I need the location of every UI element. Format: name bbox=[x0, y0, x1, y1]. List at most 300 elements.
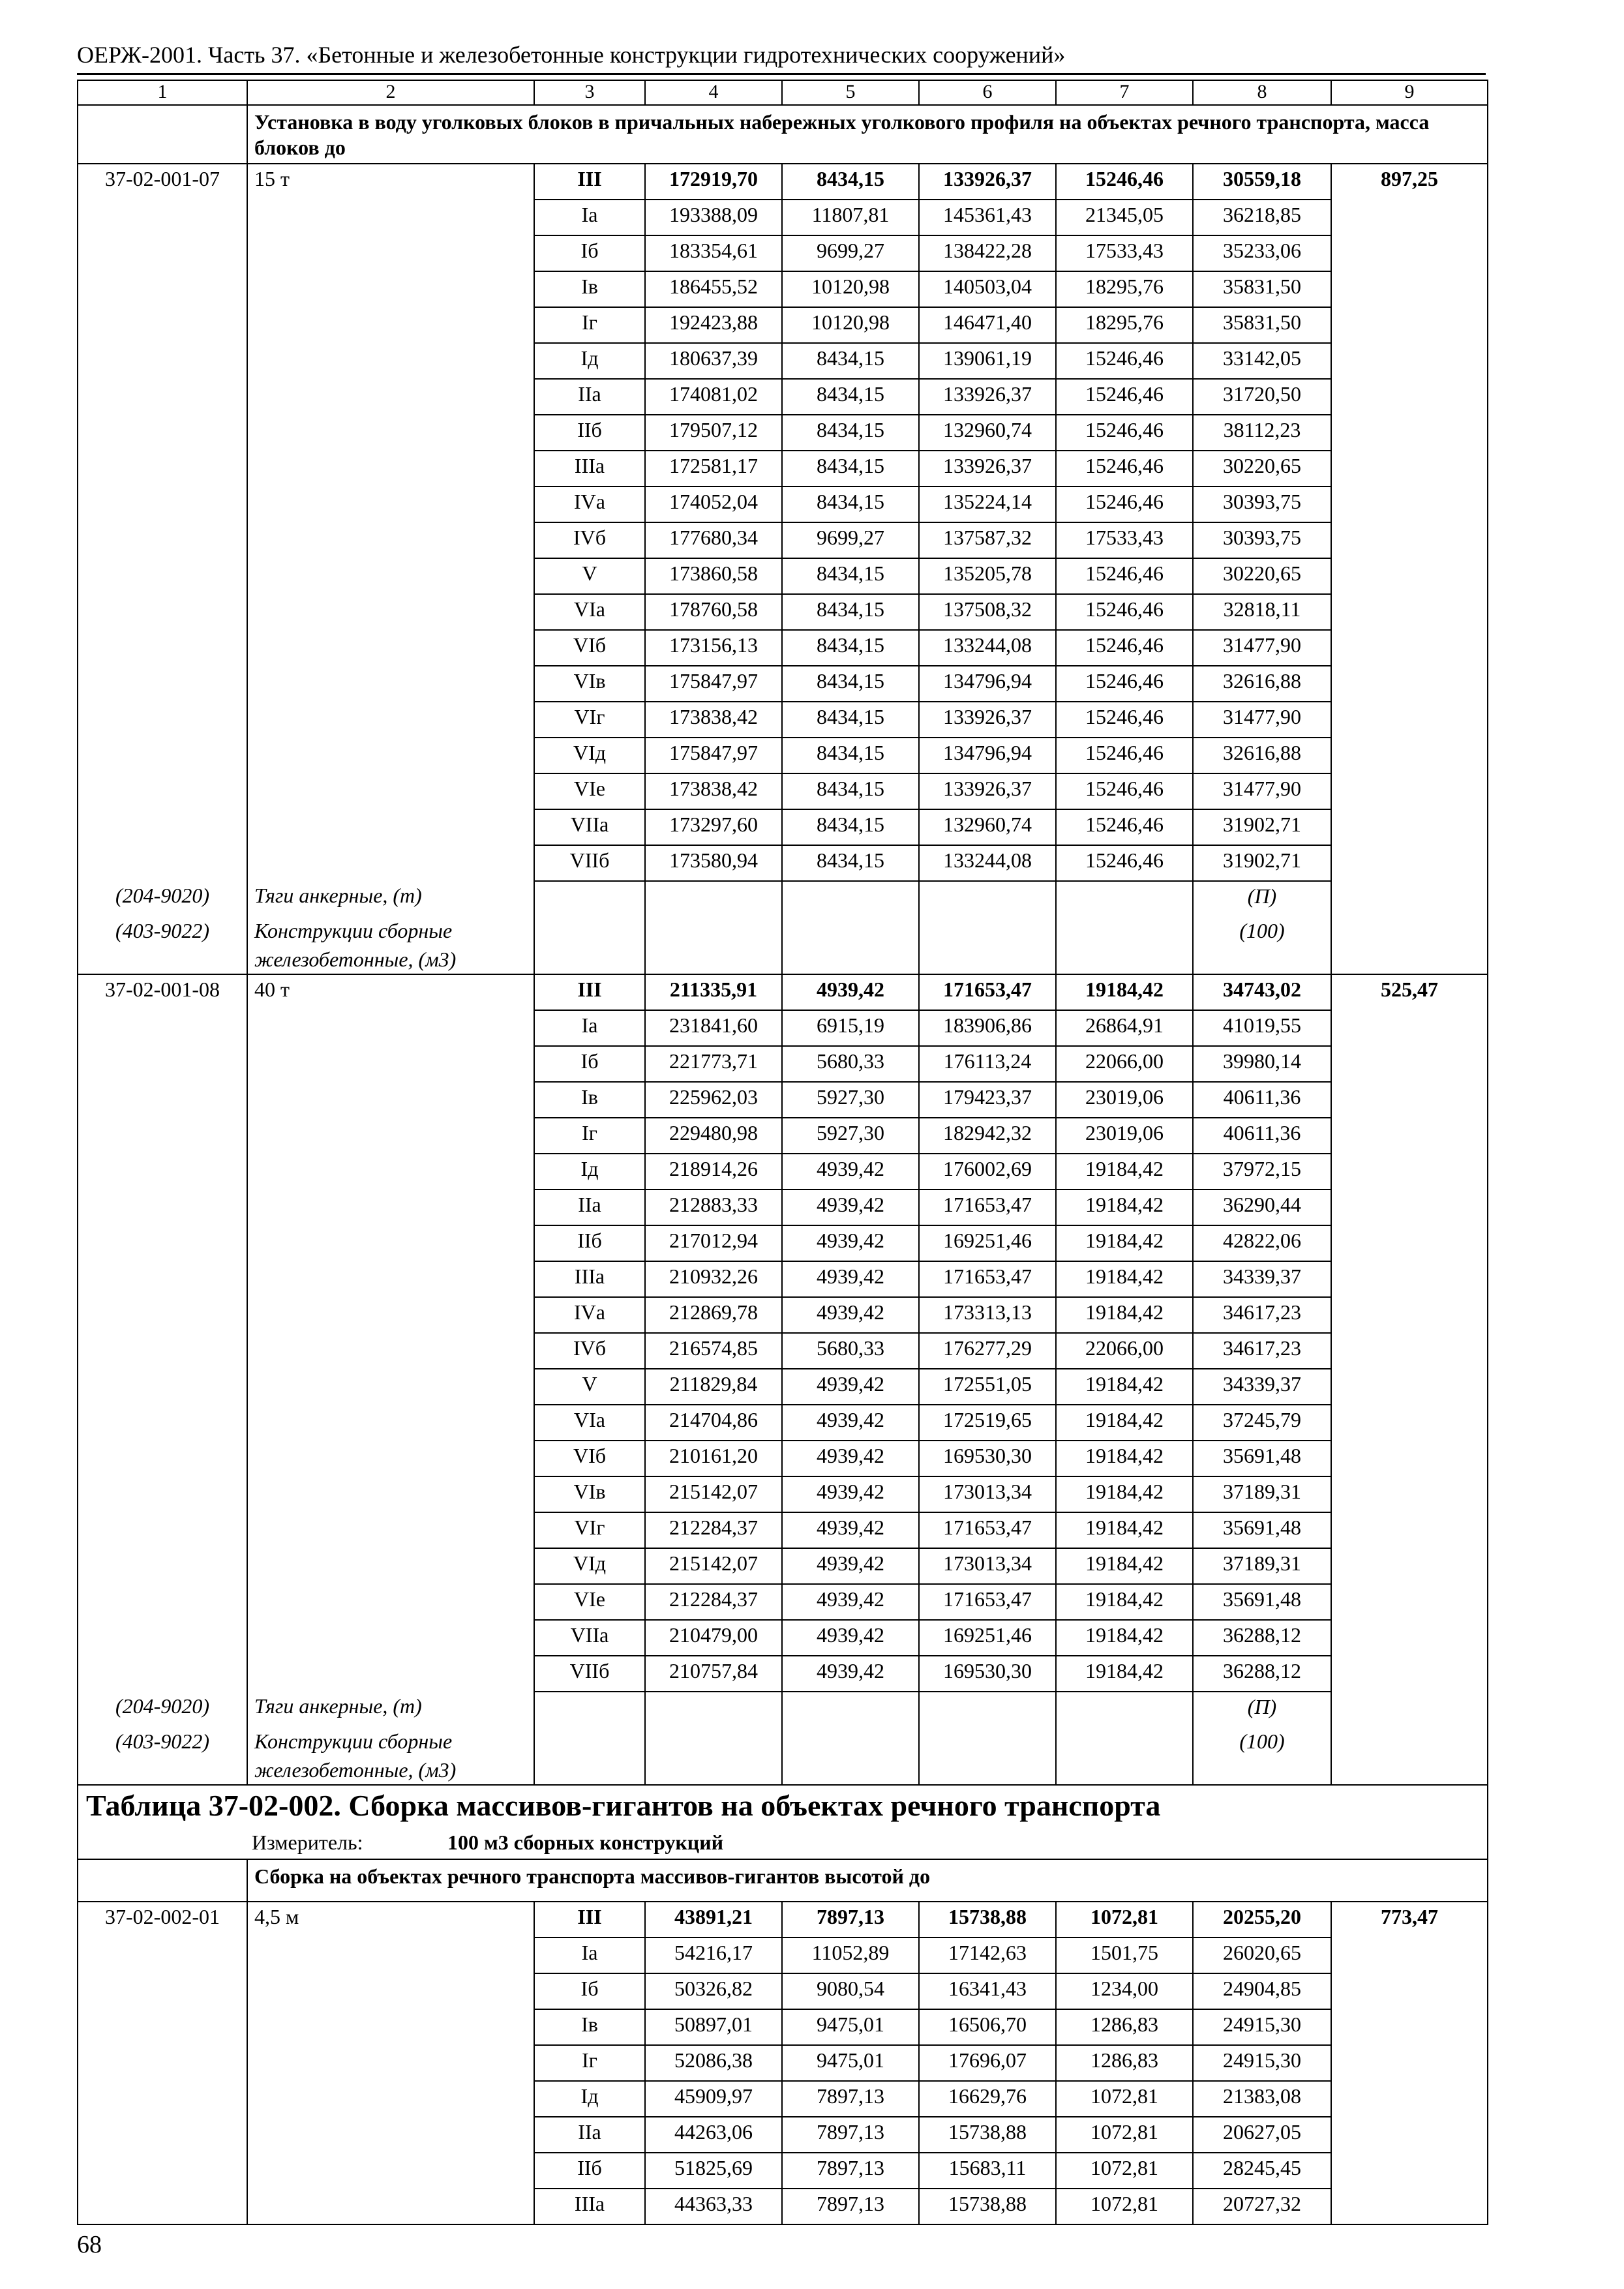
resource-empty bbox=[645, 916, 782, 974]
rate-value: IIб bbox=[534, 415, 645, 451]
rate-row bbox=[78, 2189, 1488, 2224]
labor-value bbox=[1331, 379, 1488, 415]
rate-row bbox=[78, 235, 1488, 271]
rate-value: 7897,13 bbox=[782, 2081, 919, 2117]
rate-value: 22066,00 bbox=[1056, 1333, 1193, 1369]
labor-value bbox=[1331, 1548, 1488, 1584]
rate-value: 1234,00 bbox=[1056, 1973, 1193, 2009]
rate-value: 26864,91 bbox=[1056, 1010, 1193, 1046]
rate-value: 4939,42 bbox=[782, 974, 919, 1010]
labor-value bbox=[1331, 1584, 1488, 1620]
rate-value: 30559,18 bbox=[1193, 164, 1331, 200]
rate-row bbox=[78, 1046, 1488, 1082]
rate-value: 174081,02 bbox=[645, 379, 782, 415]
rate-value: 34617,23 bbox=[1193, 1297, 1331, 1333]
rate-value: 8434,15 bbox=[782, 630, 919, 666]
rate-value: 7897,13 bbox=[782, 1902, 919, 1937]
rate-code-empty bbox=[78, 200, 247, 235]
rate-value: 40611,36 bbox=[1193, 1082, 1331, 1118]
rate-code-empty bbox=[78, 1584, 247, 1620]
rate-value: 8434,15 bbox=[782, 343, 919, 379]
rate-value: 21383,08 bbox=[1193, 2081, 1331, 2117]
rate-value: Iг bbox=[534, 307, 645, 343]
rate-value: 31902,71 bbox=[1193, 845, 1331, 881]
rate-value: 51825,69 bbox=[645, 2153, 782, 2189]
rate-value: 176277,29 bbox=[919, 1333, 1056, 1369]
resource-name: Конструкции сборные железобетонные, (м3) bbox=[247, 916, 534, 974]
rate-value: 19184,42 bbox=[1056, 1620, 1193, 1656]
resource-row bbox=[78, 1692, 1488, 1727]
rate-value: 35691,48 bbox=[1193, 1512, 1331, 1548]
labor-value bbox=[1331, 307, 1488, 343]
rate-value: 212284,37 bbox=[645, 1512, 782, 1548]
rate-row bbox=[78, 200, 1488, 235]
rate-value: 11052,89 bbox=[782, 1937, 919, 1973]
labor-value bbox=[1331, 630, 1488, 666]
rate-code-empty bbox=[78, 415, 247, 451]
rate-name-empty bbox=[247, 773, 534, 809]
rate-value: 16341,43 bbox=[919, 1973, 1056, 2009]
rate-row bbox=[78, 343, 1488, 379]
rate-value: 133926,37 bbox=[919, 164, 1056, 200]
resource-empty bbox=[782, 881, 919, 916]
rate-value: 30393,75 bbox=[1193, 522, 1331, 558]
rate-value: 20627,05 bbox=[1193, 2117, 1331, 2153]
rate-value: 193388,09 bbox=[645, 200, 782, 235]
rate-value: 192423,88 bbox=[645, 307, 782, 343]
rate-value: 231841,60 bbox=[645, 1010, 782, 1046]
rate-value: 212883,33 bbox=[645, 1189, 782, 1225]
rate-code-empty bbox=[78, 522, 247, 558]
rate-code-empty bbox=[78, 2081, 247, 2117]
rate-value: 174052,04 bbox=[645, 486, 782, 522]
rate-value: 36288,12 bbox=[1193, 1656, 1331, 1692]
price-table-body bbox=[78, 80, 1488, 2224]
rate-value: Iв bbox=[534, 1082, 645, 1118]
rate-value: 19184,42 bbox=[1056, 974, 1193, 1010]
labor-value bbox=[1331, 1225, 1488, 1261]
rate-value: 41019,55 bbox=[1193, 1010, 1331, 1046]
rate-row bbox=[78, 486, 1488, 522]
labor-value bbox=[1331, 271, 1488, 307]
rate-value: 172519,65 bbox=[919, 1405, 1056, 1441]
rate-value: 7897,13 bbox=[782, 2153, 919, 2189]
rate-code-empty bbox=[78, 630, 247, 666]
rate-name-empty bbox=[247, 486, 534, 522]
rate-code-empty bbox=[78, 1333, 247, 1369]
resource-code: (403-9022) bbox=[78, 916, 247, 974]
rate-value: 52086,38 bbox=[645, 2045, 782, 2081]
rate-code-empty bbox=[78, 666, 247, 702]
rate-name: 40 т bbox=[247, 974, 534, 1010]
rate-value: 22066,00 bbox=[1056, 1046, 1193, 1082]
resource-empty bbox=[1331, 1727, 1488, 1785]
rate-code-empty bbox=[78, 558, 247, 594]
rate-value: 1286,83 bbox=[1056, 2009, 1193, 2045]
rate-value: 19184,42 bbox=[1056, 1405, 1193, 1441]
resource-value: (100) bbox=[1193, 1727, 1331, 1785]
rate-value: 17533,43 bbox=[1056, 522, 1193, 558]
rate-value: 26020,65 bbox=[1193, 1937, 1331, 1973]
rate-value: 1072,81 bbox=[1056, 2153, 1193, 2189]
rate-row bbox=[78, 1118, 1488, 1154]
rate-value: III bbox=[534, 974, 645, 1010]
rate-value: 34339,37 bbox=[1193, 1369, 1331, 1405]
rate-row bbox=[78, 1620, 1488, 1656]
rate-value: 54216,17 bbox=[645, 1937, 782, 1973]
rate-value: 8434,15 bbox=[782, 666, 919, 702]
rate-row bbox=[78, 2081, 1488, 2117]
rate-value: 15246,46 bbox=[1056, 702, 1193, 738]
rate-value: 8434,15 bbox=[782, 379, 919, 415]
rate-value: 19184,42 bbox=[1056, 1512, 1193, 1548]
rate-value: 135205,78 bbox=[919, 558, 1056, 594]
resource-empty bbox=[1056, 881, 1193, 916]
rate-value: V bbox=[534, 558, 645, 594]
rate-value: 137587,32 bbox=[919, 522, 1056, 558]
labor-value bbox=[1331, 1441, 1488, 1476]
rate-value: VIб bbox=[534, 630, 645, 666]
labor-value bbox=[1331, 522, 1488, 558]
rate-value: 221773,71 bbox=[645, 1046, 782, 1082]
rate-code-empty bbox=[78, 1548, 247, 1584]
column-number-row bbox=[78, 80, 1488, 105]
rate-value: 23019,06 bbox=[1056, 1118, 1193, 1154]
rate-value: 42822,06 bbox=[1193, 1225, 1331, 1261]
rate-value: VIв bbox=[534, 666, 645, 702]
rate-name-empty bbox=[247, 1333, 534, 1369]
labor-value bbox=[1331, 2117, 1488, 2153]
measure-row bbox=[78, 1829, 1488, 1859]
rate-value: 31477,90 bbox=[1193, 773, 1331, 809]
rate-value: IIа bbox=[534, 1189, 645, 1225]
rate-value: 35831,50 bbox=[1193, 307, 1331, 343]
rate-row bbox=[78, 2153, 1488, 2189]
rate-value: 10120,98 bbox=[782, 271, 919, 307]
rate-value: 229480,98 bbox=[645, 1118, 782, 1154]
rate-value: 133244,08 bbox=[919, 630, 1056, 666]
rate-row bbox=[78, 271, 1488, 307]
rate-value: 19184,42 bbox=[1056, 1656, 1193, 1692]
rate-value: 173156,13 bbox=[645, 630, 782, 666]
rate-code-empty bbox=[78, 773, 247, 809]
rate-row bbox=[78, 666, 1488, 702]
rate-value: IIIа bbox=[534, 1261, 645, 1297]
rate-value: Iв bbox=[534, 271, 645, 307]
rate-value: 4939,42 bbox=[782, 1189, 919, 1225]
rate-name-empty bbox=[247, 1261, 534, 1297]
rate-value: 9699,27 bbox=[782, 522, 919, 558]
rate-name-empty bbox=[247, 271, 534, 307]
rate-value: 19184,42 bbox=[1056, 1369, 1193, 1405]
rate-code: 37-02-002-01 bbox=[78, 1902, 247, 1937]
rate-code-empty bbox=[78, 1476, 247, 1512]
rate-value: 211829,84 bbox=[645, 1369, 782, 1405]
resource-empty bbox=[1056, 1727, 1193, 1785]
rate-value: 7897,13 bbox=[782, 2189, 919, 2224]
rate-value: 32616,88 bbox=[1193, 666, 1331, 702]
table-title-row bbox=[78, 1785, 1488, 1829]
measure-value: 100 м3 сборных конструкций bbox=[447, 1831, 724, 1854]
labor-value bbox=[1331, 666, 1488, 702]
rate-value: 138422,28 bbox=[919, 235, 1056, 271]
rate-row bbox=[78, 1082, 1488, 1118]
rate-value: 4939,42 bbox=[782, 1154, 919, 1189]
rate-value: 175847,97 bbox=[645, 666, 782, 702]
rate-value: 37189,31 bbox=[1193, 1548, 1331, 1584]
rate-value: 23019,06 bbox=[1056, 1082, 1193, 1118]
rate-value: 15246,46 bbox=[1056, 845, 1193, 881]
rate-code-empty bbox=[78, 1297, 247, 1333]
rate-value: 15246,46 bbox=[1056, 415, 1193, 451]
rate-value: 212284,37 bbox=[645, 1584, 782, 1620]
resource-code: (204-9020) bbox=[78, 881, 247, 916]
rate-name-empty bbox=[247, 235, 534, 271]
rate-code-empty bbox=[78, 235, 247, 271]
rate-name-empty bbox=[247, 451, 534, 486]
rate-name-empty bbox=[247, 2009, 534, 2045]
rate-value: 179423,37 bbox=[919, 1082, 1056, 1118]
labor-value bbox=[1331, 1512, 1488, 1548]
rate-value: 132960,74 bbox=[919, 809, 1056, 845]
rate-value: 210161,20 bbox=[645, 1441, 782, 1476]
rate-value: Iд bbox=[534, 2081, 645, 2117]
rate-value: 31477,90 bbox=[1193, 630, 1331, 666]
labor-value bbox=[1331, 235, 1488, 271]
rate-value: 133926,37 bbox=[919, 702, 1056, 738]
rate-value: 30393,75 bbox=[1193, 486, 1331, 522]
rate-code-empty bbox=[78, 271, 247, 307]
rate-value: Iб bbox=[534, 1046, 645, 1082]
rate-value: 43891,21 bbox=[645, 1902, 782, 1937]
rate-value: VIе bbox=[534, 1584, 645, 1620]
labor-value bbox=[1331, 702, 1488, 738]
rate-row bbox=[78, 2009, 1488, 2045]
rate-name-empty bbox=[247, 1154, 534, 1189]
rate-value: 173013,34 bbox=[919, 1476, 1056, 1512]
rate-value: 169251,46 bbox=[919, 1620, 1056, 1656]
rate-row bbox=[78, 845, 1488, 881]
rate-value: Iв bbox=[534, 2009, 645, 2045]
rate-value: 19184,42 bbox=[1056, 1225, 1193, 1261]
rate-value: 4939,42 bbox=[782, 1620, 919, 1656]
rate-row bbox=[78, 558, 1488, 594]
rate-value: IVа bbox=[534, 486, 645, 522]
rate-name-empty bbox=[247, 845, 534, 881]
rate-value: 135224,14 bbox=[919, 486, 1056, 522]
rate-value: 140503,04 bbox=[919, 271, 1056, 307]
rate-value: 37245,79 bbox=[1193, 1405, 1331, 1441]
rate-value: 17696,07 bbox=[919, 2045, 1056, 2081]
resource-empty bbox=[534, 1727, 645, 1785]
rate-value: 9080,54 bbox=[782, 1973, 919, 2009]
rate-value: 15246,46 bbox=[1056, 451, 1193, 486]
rate-name-empty bbox=[247, 1082, 534, 1118]
rate-value: 8434,15 bbox=[782, 164, 919, 200]
rate-name-empty bbox=[247, 1046, 534, 1082]
rate-row bbox=[78, 164, 1488, 200]
rate-name-empty bbox=[247, 2045, 534, 2081]
rate-name-empty bbox=[247, 1973, 534, 2009]
rate-value: 133244,08 bbox=[919, 845, 1056, 881]
rate-name-empty bbox=[247, 1369, 534, 1405]
rate-value: 17142,63 bbox=[919, 1937, 1056, 1973]
rate-value: 8434,15 bbox=[782, 415, 919, 451]
rate-value: 169251,46 bbox=[919, 1225, 1056, 1261]
rate-value: 212869,78 bbox=[645, 1297, 782, 1333]
rate-value: 176113,24 bbox=[919, 1046, 1056, 1082]
rate-name-empty bbox=[247, 1225, 534, 1261]
rate-value: 36288,12 bbox=[1193, 1620, 1331, 1656]
rate-code-empty bbox=[78, 379, 247, 415]
rate-value: 19184,42 bbox=[1056, 1297, 1193, 1333]
rate-value: VIа bbox=[534, 1405, 645, 1441]
rate-value: 35691,48 bbox=[1193, 1584, 1331, 1620]
resource-empty bbox=[1331, 1692, 1488, 1727]
rate-value: 15246,46 bbox=[1056, 594, 1193, 630]
rate-value: IIб bbox=[534, 1225, 645, 1261]
resource-empty bbox=[782, 1692, 919, 1727]
rate-value: VIа bbox=[534, 594, 645, 630]
rate-value: 8434,15 bbox=[782, 486, 919, 522]
rate-value: 16629,76 bbox=[919, 2081, 1056, 2117]
rate-value: 171653,47 bbox=[919, 1261, 1056, 1297]
labor-value bbox=[1331, 1369, 1488, 1405]
rate-name-empty bbox=[247, 1584, 534, 1620]
rate-name-empty bbox=[247, 415, 534, 451]
resource-empty bbox=[919, 1692, 1056, 1727]
rate-value: 19184,42 bbox=[1056, 1441, 1193, 1476]
rate-value: 24915,30 bbox=[1193, 2009, 1331, 2045]
section-title: Установка в воду уголковых блоков в причальных набережных уголкового профиля на объектах речного транспорта, масса блоков до bbox=[247, 105, 1488, 164]
rate-value: 15246,46 bbox=[1056, 486, 1193, 522]
resource-name: Тяги анкерные, (т) bbox=[247, 881, 534, 916]
rate-value: V bbox=[534, 1369, 645, 1405]
rate-value: 44363,33 bbox=[645, 2189, 782, 2224]
labor-value bbox=[1331, 738, 1488, 773]
rate-value: 169530,30 bbox=[919, 1656, 1056, 1692]
resource-empty bbox=[1056, 1692, 1193, 1727]
rate-value: 173838,42 bbox=[645, 702, 782, 738]
rate-value: 1286,83 bbox=[1056, 2045, 1193, 2081]
rate-value: 15246,46 bbox=[1056, 164, 1193, 200]
rate-value: 20727,32 bbox=[1193, 2189, 1331, 2224]
rate-value: Iг bbox=[534, 1118, 645, 1154]
rate-name-empty bbox=[247, 2081, 534, 2117]
column-number: 8 bbox=[1193, 80, 1331, 105]
rate-value: 5680,33 bbox=[782, 1046, 919, 1082]
rate-row bbox=[78, 1261, 1488, 1297]
resource-empty bbox=[1056, 916, 1193, 974]
rate-value: 173860,58 bbox=[645, 558, 782, 594]
rate-value: 210932,26 bbox=[645, 1261, 782, 1297]
rate-value: 37189,31 bbox=[1193, 1476, 1331, 1512]
labor-value bbox=[1331, 200, 1488, 235]
labor-value bbox=[1331, 773, 1488, 809]
rate-value: Iа bbox=[534, 1937, 645, 1973]
resource-empty bbox=[534, 916, 645, 974]
rate-value: 30220,65 bbox=[1193, 451, 1331, 486]
rate-code-empty bbox=[78, 1973, 247, 2009]
rate-name-empty bbox=[247, 1297, 534, 1333]
rate-value: 183354,61 bbox=[645, 235, 782, 271]
rate-value: 15246,46 bbox=[1056, 809, 1193, 845]
rate-value: 8434,15 bbox=[782, 738, 919, 773]
rate-value: 20255,20 bbox=[1193, 1902, 1331, 1937]
rate-value: 34339,37 bbox=[1193, 1261, 1331, 1297]
rate-row bbox=[78, 415, 1488, 451]
rate-value: 172551,05 bbox=[919, 1369, 1056, 1405]
rate-row bbox=[78, 379, 1488, 415]
rate-value: 18295,76 bbox=[1056, 271, 1193, 307]
rate-value: IVб bbox=[534, 522, 645, 558]
rate-value: 16506,70 bbox=[919, 2009, 1056, 2045]
rate-value: 139061,19 bbox=[919, 343, 1056, 379]
rate-code-empty bbox=[78, 307, 247, 343]
rate-value: IIб bbox=[534, 2153, 645, 2189]
rate-name-empty bbox=[247, 809, 534, 845]
resource-empty bbox=[1331, 881, 1488, 916]
rate-value: 15246,46 bbox=[1056, 379, 1193, 415]
rate-row bbox=[78, 1656, 1488, 1692]
rate-value: 44263,06 bbox=[645, 2117, 782, 2153]
rate-name-empty bbox=[247, 200, 534, 235]
rate-row bbox=[78, 307, 1488, 343]
resource-value: (П) bbox=[1193, 881, 1331, 916]
rate-code-empty bbox=[78, 1620, 247, 1656]
rate-value: 211335,91 bbox=[645, 974, 782, 1010]
rate-code: 37-02-001-07 bbox=[78, 164, 247, 200]
measure-label: Измеритель: bbox=[252, 1831, 363, 1854]
rate-value: 1072,81 bbox=[1056, 2189, 1193, 2224]
rate-value: 9699,27 bbox=[782, 235, 919, 271]
rate-code-empty bbox=[78, 1369, 247, 1405]
labor-value bbox=[1331, 1937, 1488, 1973]
rate-row bbox=[78, 2117, 1488, 2153]
rate-value: 137508,32 bbox=[919, 594, 1056, 630]
rate-value: VIIб bbox=[534, 1656, 645, 1692]
table-title: Таблица 37-02-002. Сборка массивов-гигантов на объектах речного транспорта bbox=[78, 1785, 1488, 1829]
rate-value: 35233,06 bbox=[1193, 235, 1331, 271]
column-number: 9 bbox=[1331, 80, 1488, 105]
rate-name-empty bbox=[247, 1656, 534, 1692]
rate-value: 28245,45 bbox=[1193, 2153, 1331, 2189]
resource-empty bbox=[919, 881, 1056, 916]
rate-name-empty bbox=[247, 1512, 534, 1548]
rate-value: III bbox=[534, 1902, 645, 1937]
resource-name: Тяги анкерные, (т) bbox=[247, 1692, 534, 1727]
resource-empty bbox=[534, 1692, 645, 1727]
rate-value: 15683,11 bbox=[919, 2153, 1056, 2189]
rate-value: 4939,42 bbox=[782, 1512, 919, 1548]
rate-value: 8434,15 bbox=[782, 773, 919, 809]
rate-value: VIд bbox=[534, 738, 645, 773]
resource-code: (403-9022) bbox=[78, 1727, 247, 1785]
rate-name-empty bbox=[247, 307, 534, 343]
rate-value: 32616,88 bbox=[1193, 738, 1331, 773]
rate-value: 210757,84 bbox=[645, 1656, 782, 1692]
rate-code-empty bbox=[78, 1010, 247, 1046]
rate-value: 45909,97 bbox=[645, 2081, 782, 2117]
rate-value: 1072,81 bbox=[1056, 2117, 1193, 2153]
rate-value: 15246,46 bbox=[1056, 738, 1193, 773]
rate-value: Iа bbox=[534, 1010, 645, 1046]
rate-code-empty bbox=[78, 1225, 247, 1261]
rate-value: 176002,69 bbox=[919, 1154, 1056, 1189]
rate-value: 173297,60 bbox=[645, 809, 782, 845]
resource-empty bbox=[1331, 916, 1488, 974]
labor-value bbox=[1331, 1620, 1488, 1656]
